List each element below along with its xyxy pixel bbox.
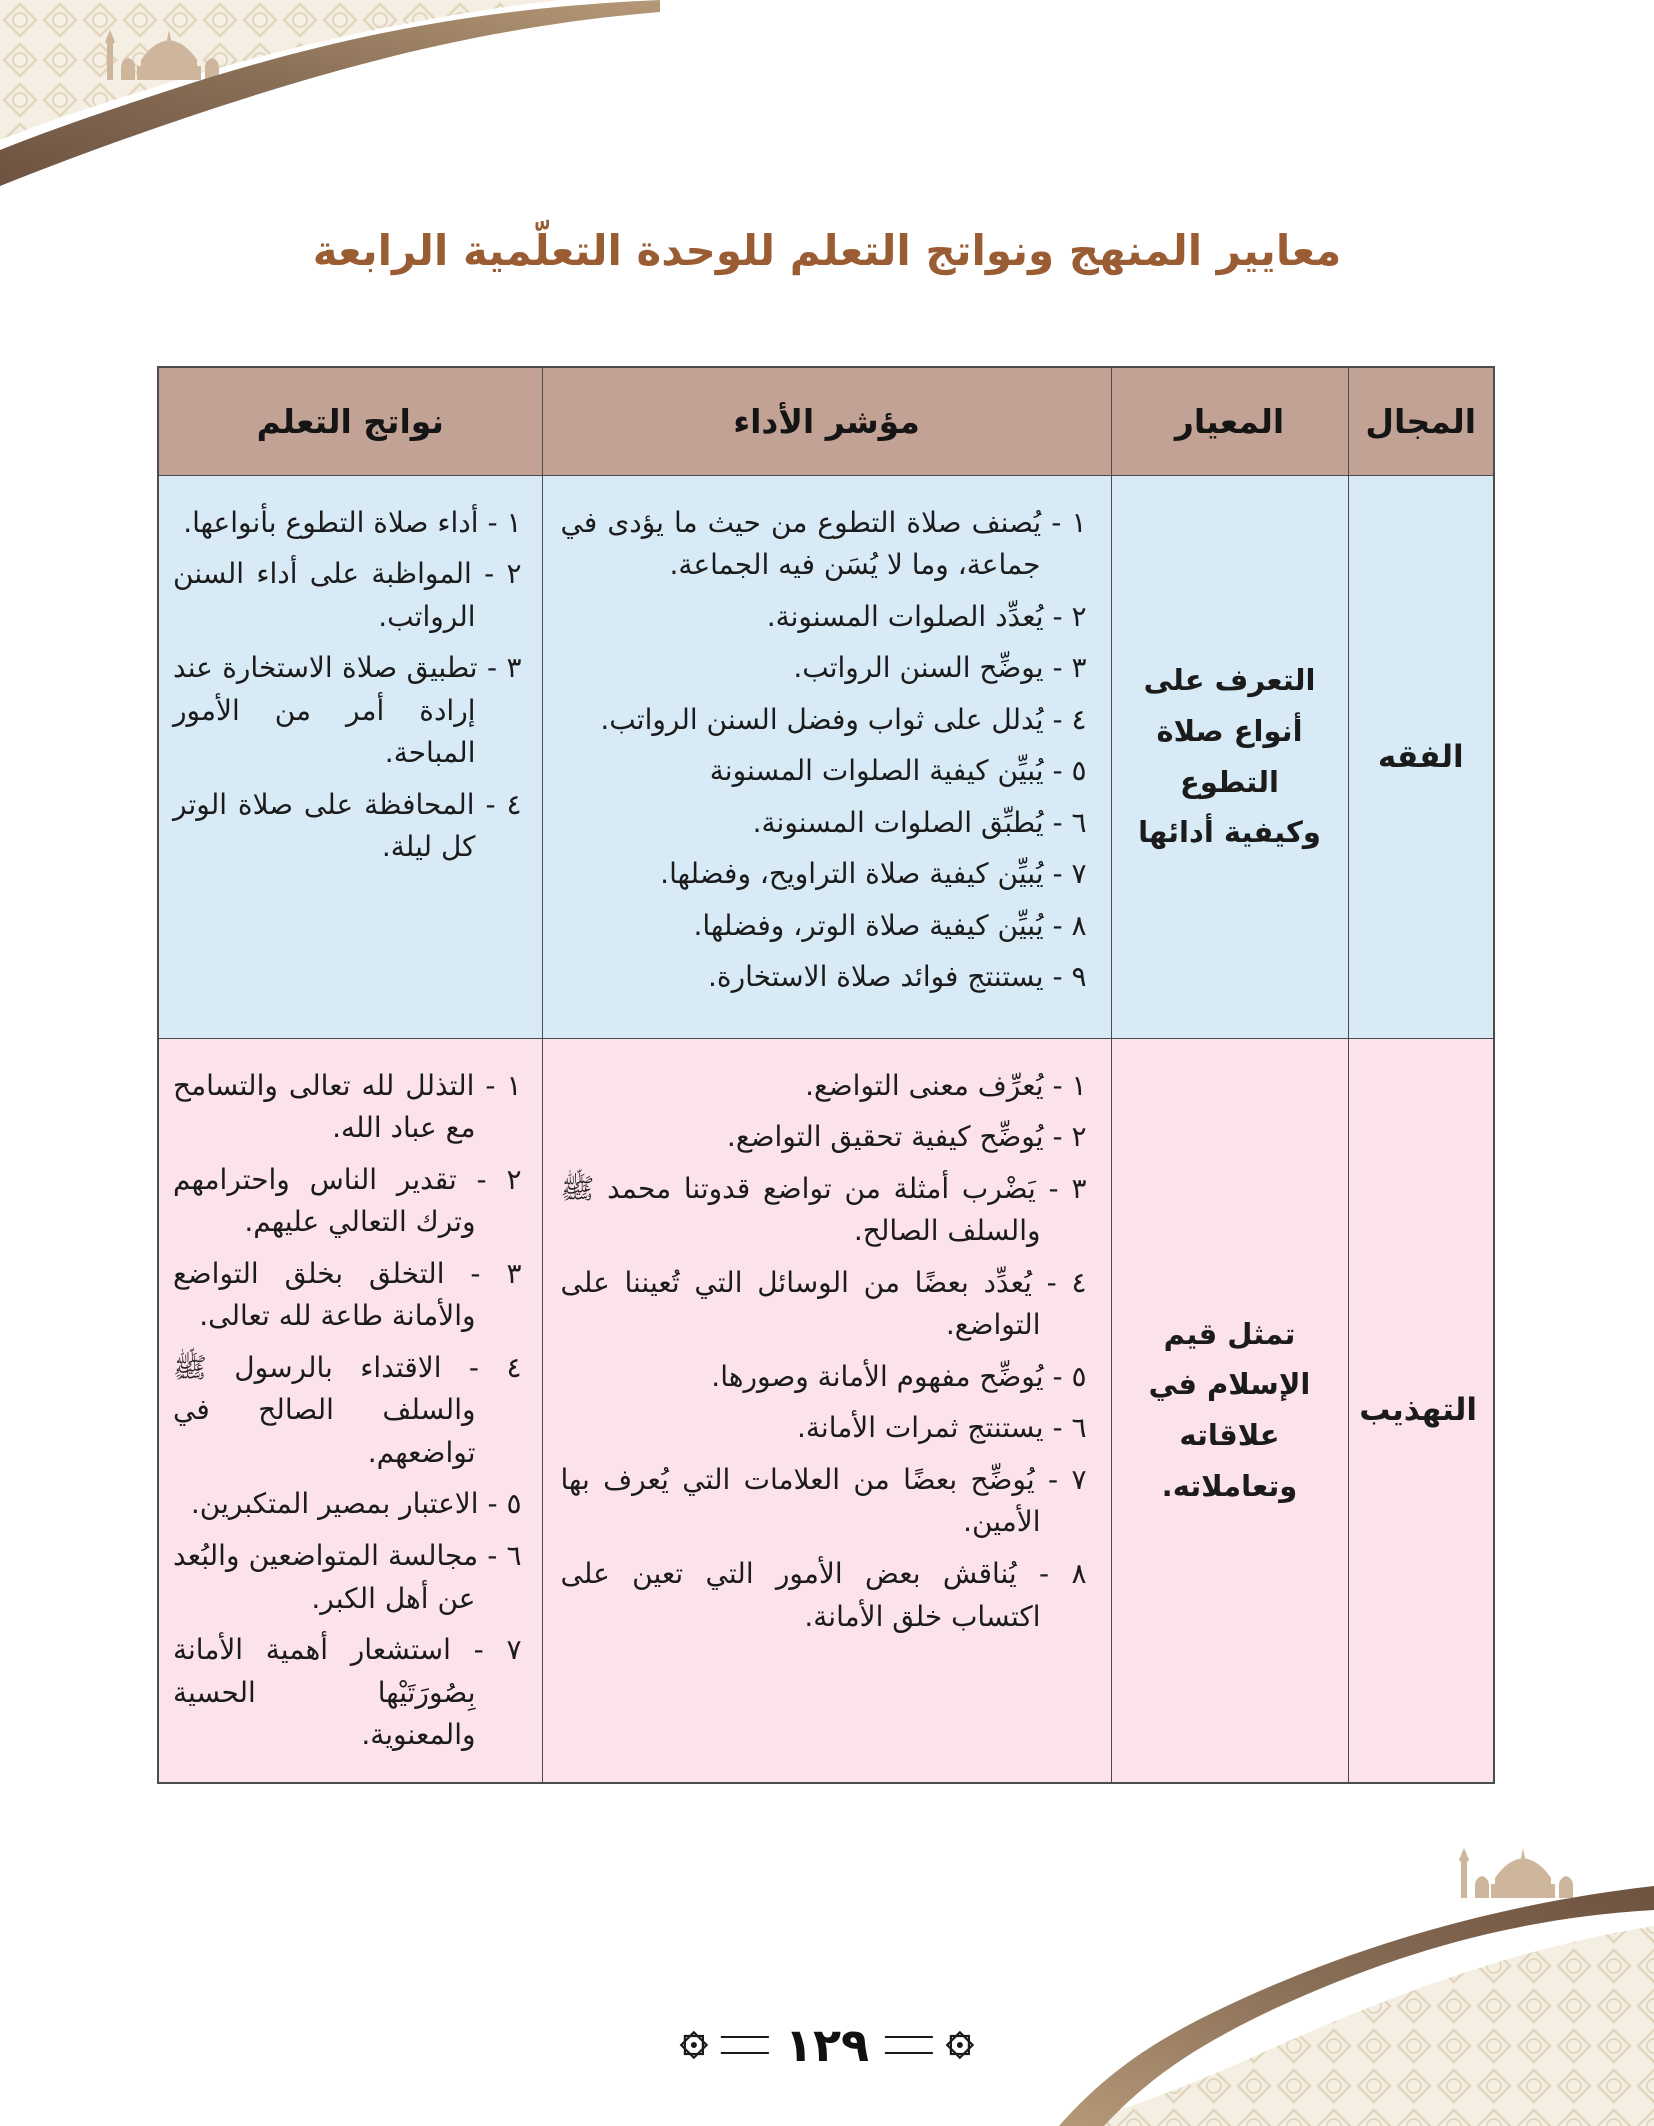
- list-item: ١ - يُعرِّف معنى التواضع.: [805, 1068, 1087, 1102]
- list-item: ٥ - يُبيِّن كيفية الصلوات المسنونة: [709, 754, 1087, 788]
- list-item: ٤ - يُعدِّد بعضًا من الوسائل التي تُعيننا على التواضع.: [560, 1265, 1087, 1342]
- page-number-ornament: [675, 2018, 979, 2072]
- mosque-silhouette-icon: [105, 30, 219, 80]
- standard-cell: التعرف على أنواع صلاة التطوع وكيفية أدائها: [1111, 475, 1348, 1038]
- list-item: ٦ - مجالسة المتواضعين والبُعد عن أهل الكبر.: [173, 1538, 522, 1615]
- list-item: ٧ - يُبيِّن كيفية صلاة التراويح، وفضلها.: [660, 857, 1087, 891]
- list-item: ٢ - تقدير الناس واحترامهم وترك التعالي عليهم.: [173, 1162, 522, 1239]
- table-row-fiqh: [158, 475, 1494, 1038]
- list-item: ٤ - يُدلل على ثواب وفضل السنن الرواتب.: [600, 702, 1087, 736]
- list-item: ٧ - يُوضِّح بعضًا من العلامات التي يُعرف بها الأمين.: [560, 1462, 1087, 1539]
- standards-table: [157, 366, 1495, 1784]
- list-item: ٢ - يُعدِّد الصلوات المسنونة.: [766, 599, 1087, 633]
- header-domain: المجال: [1348, 367, 1494, 475]
- list-item: ٦ - يُطبِّق الصلوات المسنونة.: [752, 805, 1087, 839]
- header-standard: المعيار: [1111, 367, 1348, 475]
- list-item: ٣ - تطبيق صلاة الاستخارة عند إرادة أمر من الأمور المباحة.: [173, 651, 522, 770]
- list-item: ٣ - يَضْرب أمثلة من تواضع قدوتنا محمد ﷺ والسلف الصالح.: [560, 1171, 1087, 1248]
- outcomes-cell: [158, 1038, 542, 1783]
- list-item: ٣ - التخلق بخلق التواضع والأمانة طاعة لله تعالى.: [173, 1256, 522, 1333]
- list-item: ٢ - المواظبة على أداء السنن الرواتب.: [173, 557, 522, 633]
- list-item: ٨ - يُناقش بعض الأمور التي تعين على اكتساب خلق الأمانة.: [560, 1556, 1087, 1633]
- list-item: ٤ - المحافظة على صلاة الوتر كل ليلة.: [173, 787, 522, 864]
- outcomes-cell: [158, 475, 542, 1038]
- page-number: ١٢٩: [784, 2018, 870, 2072]
- list-item: ١ - أداء صلاة التطوع بأنواعها.: [183, 505, 522, 539]
- list-item: ٣ - يوضِّح السنن الرواتب.: [793, 651, 1087, 685]
- list-item: ٢ - يُوضِّح كيفية تحقيق التواضع.: [726, 1120, 1087, 1154]
- list-item: ٧ - استشعار أهمية الأمانة بِصُورَتَيْها الحسية والمعنوية.: [173, 1633, 522, 1752]
- list-item: ١ - يُصنف صلاة التطوع من حيث ما يؤدى في جماعة، وما لا يُسَن فيه الجماعة.: [560, 505, 1087, 582]
- domain-cell: التهذيب: [1348, 1038, 1494, 1783]
- header-indicator: مؤشر الأداء: [542, 367, 1111, 475]
- ornament-star-icon: [675, 2026, 713, 2064]
- mosque-silhouette-icon: [1459, 1848, 1573, 1898]
- list-item: ٩ - يستنتج فوائد صلاة الاستخارة.: [708, 960, 1087, 994]
- list-item: ١ - التذلل لله تعالى والتسامح مع عباد الله.: [173, 1068, 522, 1145]
- standard-cell: تمثل قيم الإسلام في علاقاته وتعاملاته.: [1111, 1038, 1348, 1783]
- ornament-rule: [721, 2036, 769, 2054]
- indicators-cell: [542, 1038, 1111, 1783]
- list-item: ٥ - يُوضِّح مفهوم الأمانة وصورها.: [711, 1359, 1087, 1393]
- page-title: معايير المنهج ونواتج التعلم للوحدة التعلّمية الرابعة: [312, 226, 1342, 276]
- header-outcomes: نواتج التعلم: [158, 367, 542, 475]
- corner-ornament-bottom-right-icon: [954, 1826, 1654, 2126]
- ornament-rule: [885, 2036, 933, 2054]
- table-row-tahdhib: [158, 1038, 1494, 1783]
- list-item: ٥ - الاعتبار بمصير المتكبرين.: [190, 1487, 522, 1521]
- list-item: ٨ - يُبيِّن كيفية صلاة الوتر، وفضلها.: [693, 908, 1087, 942]
- ornament-star-icon: [941, 2026, 979, 2064]
- domain-cell: الفقه: [1348, 475, 1494, 1038]
- indicators-cell: [542, 475, 1111, 1038]
- table-header-row: [158, 367, 1494, 475]
- list-item: ٤ - الاقتداء بالرسول ﷺ والسلف الصالح في تواضعهم.: [173, 1350, 522, 1469]
- list-item: ٦ - يستنتج ثمرات الأمانة.: [797, 1411, 1087, 1445]
- corner-ornament-top-left-icon: [0, 0, 660, 200]
